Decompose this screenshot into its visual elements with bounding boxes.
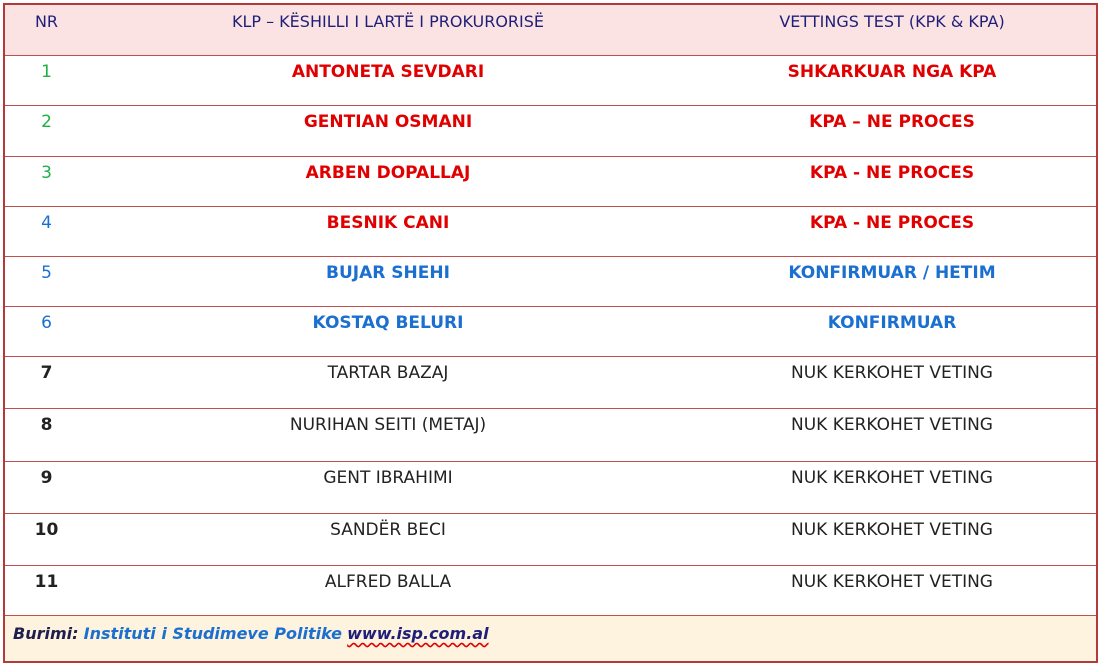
table-row [5,157,1096,207]
row-nr: 11 [34,572,59,592]
table-row [5,514,1096,566]
table-header-row [5,5,1096,56]
row-nr: 6 [41,313,52,333]
table-row [5,307,1096,357]
row-name: ARBEN DOPALLAJ [305,163,471,183]
row-status: NUK KERKOHET VETING [791,415,993,435]
row-name: KOSTAQ BELURI [312,313,464,333]
source-institute: Instituti i Studimeve Politike [83,624,343,643]
row-status: NUK KERKOHET VETING [791,572,993,592]
row-nr: 9 [40,468,53,488]
row-nr: 5 [41,263,52,283]
source-label: Burimi: [13,624,79,643]
source-url-link[interactable]: www.isp.com.al [347,624,489,643]
row-name: ALFRED BALLA [324,572,452,592]
header-name: KLP – KËSHILLI I LARTË I PROKURORISË [231,12,545,31]
table-row [5,357,1096,409]
table-row [5,106,1096,157]
table-row [5,207,1096,257]
row-nr: 7 [40,363,53,383]
row-nr: 10 [34,520,59,540]
table-row [5,257,1096,307]
row-status: NUK KERKOHET VETING [791,363,993,383]
header-nr: NR [34,12,59,31]
vetting-table [3,3,1098,663]
row-name: ANTONETA SEVDARI [291,62,485,82]
row-nr: 3 [41,163,52,183]
row-name: NURIHAN SEITI (METAJ) [289,415,487,435]
row-name: TARTAR BAZAJ [327,363,449,383]
row-status: KONFIRMUAR / HETIM [788,263,996,283]
row-status: KONFIRMUAR [827,313,957,333]
row-name: BESNIK CANI [326,213,450,233]
row-name: SANDËR BECI [330,520,446,540]
header-status: VETTINGS TEST (KPK & KPA) [779,12,1005,31]
table-row [5,566,1096,616]
row-name: GENTIAN OSMANI [303,112,473,132]
row-status: NUK KERKOHET VETING [791,520,993,540]
table-row [5,462,1096,514]
row-status: KPA - NE PROCES [809,213,975,233]
row-status: SHKARKUAR NGA KPA [787,62,997,82]
source-footer [5,616,1096,661]
row-status: NUK KERKOHET VETING [791,468,993,488]
row-status: KPA – NE PROCES [809,112,975,132]
row-name: GENT IBRAHIMI [323,468,453,488]
row-status: KPA - NE PROCES [809,163,975,183]
row-nr: 1 [41,62,52,82]
row-nr: 8 [40,415,53,435]
row-nr: 2 [41,112,52,132]
table-row [5,56,1096,106]
row-nr: 4 [41,213,52,233]
table-row [5,409,1096,462]
row-name: BUJAR SHEHI [326,263,450,283]
